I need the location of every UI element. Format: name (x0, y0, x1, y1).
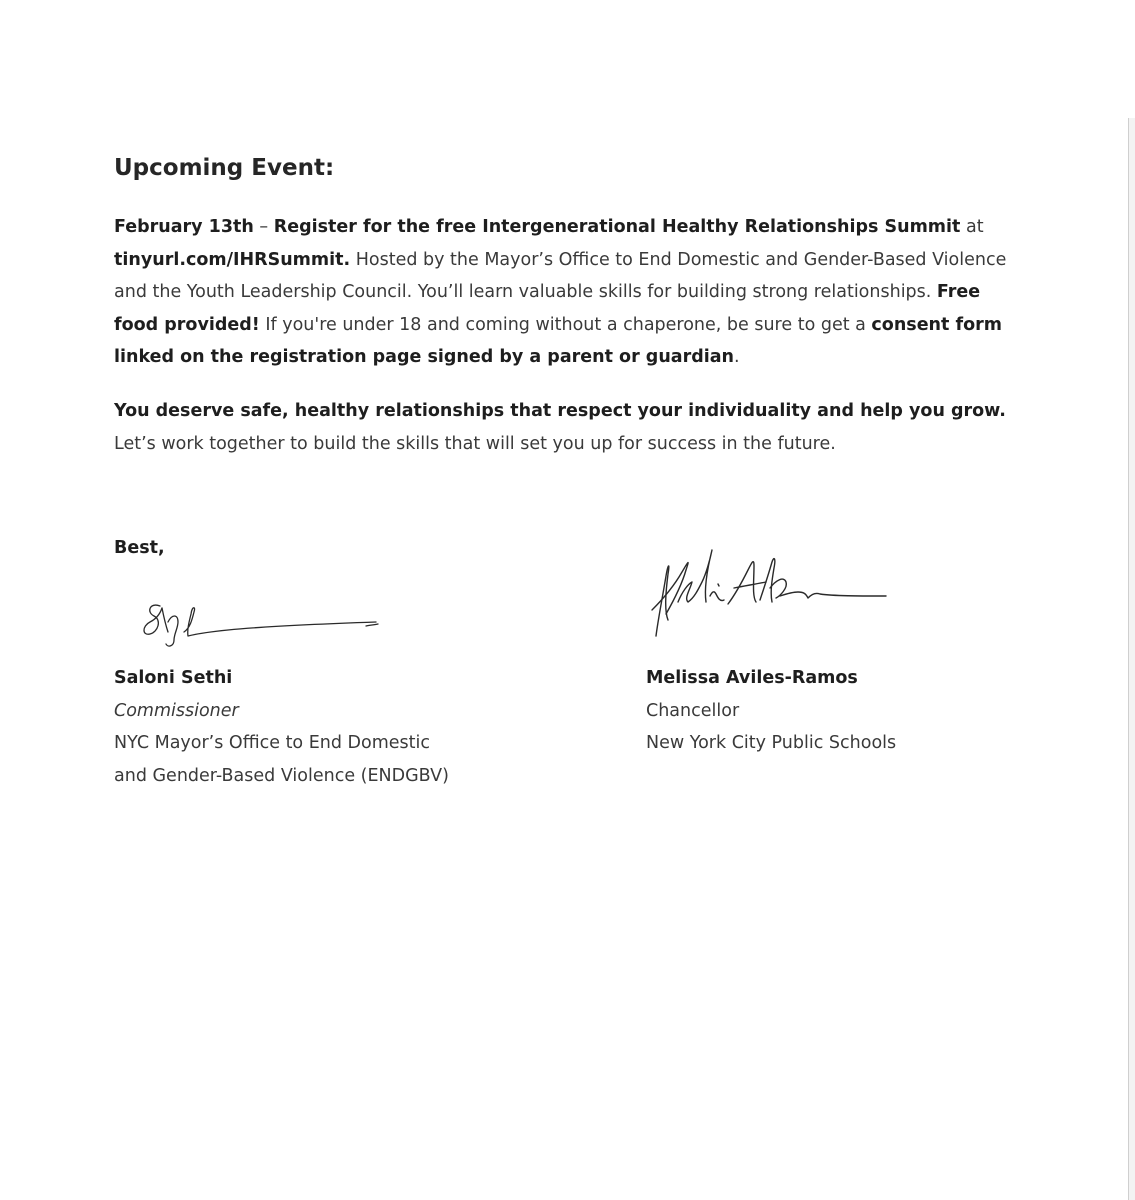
end-period: . (734, 347, 740, 368)
section-heading: Upcoming Event: (114, 155, 335, 181)
registration-link[interactable]: tinyurl.com/IHRSummit. (114, 249, 351, 270)
signer-block-left (114, 662, 449, 792)
free-food-text: Free food provided! (114, 282, 981, 335)
page-edge (1128, 118, 1135, 1200)
signer-name: Melissa Aviles-Ramos (646, 668, 858, 688)
under18-text: If you're under 18 and coming without a chaperone, be sure to get a (259, 314, 872, 335)
signer-block-right (646, 662, 896, 760)
consent-form-text: consent form linked on the registration page signed by a parent or guardian (114, 314, 1002, 368)
signer-org-line1: New York City Public Schools (646, 733, 897, 754)
signer-org-line1: NYC Mayor’s Office to End Domestic (114, 733, 430, 754)
event-date: February 13th (114, 217, 254, 237)
event-dash: – (253, 217, 274, 237)
hosted-text: Hosted by the Mayor’s Office to End Domestic and Gender-Based Violence and the Youth Leadership Council. You’ll learn valuable skills for building strong relationships. (114, 249, 1007, 303)
signature-saloni-sethi (138, 592, 388, 652)
message-paragraph (114, 395, 1009, 460)
message-bold: You deserve safe, healthy relationships that respect your individuality and help you grow. (114, 401, 1006, 421)
signer-title: Commissioner (114, 700, 239, 721)
signer-name: Saloni Sethi (114, 668, 233, 688)
signer-title: Chancellor (646, 700, 740, 721)
closing: Best, (114, 538, 165, 558)
message-rest: Let’s work together to build the skills that will set you up for success in the future. (114, 433, 836, 454)
at-text: at (960, 217, 984, 237)
signer-org-line2: and Gender-Based Violence (ENDGBV) (114, 765, 449, 786)
register-text: Register for the free Intergenerational Healthy Relationships Summit (273, 217, 961, 237)
signature-melissa-aviles-ramos (648, 540, 896, 648)
event-paragraph (114, 211, 1009, 374)
